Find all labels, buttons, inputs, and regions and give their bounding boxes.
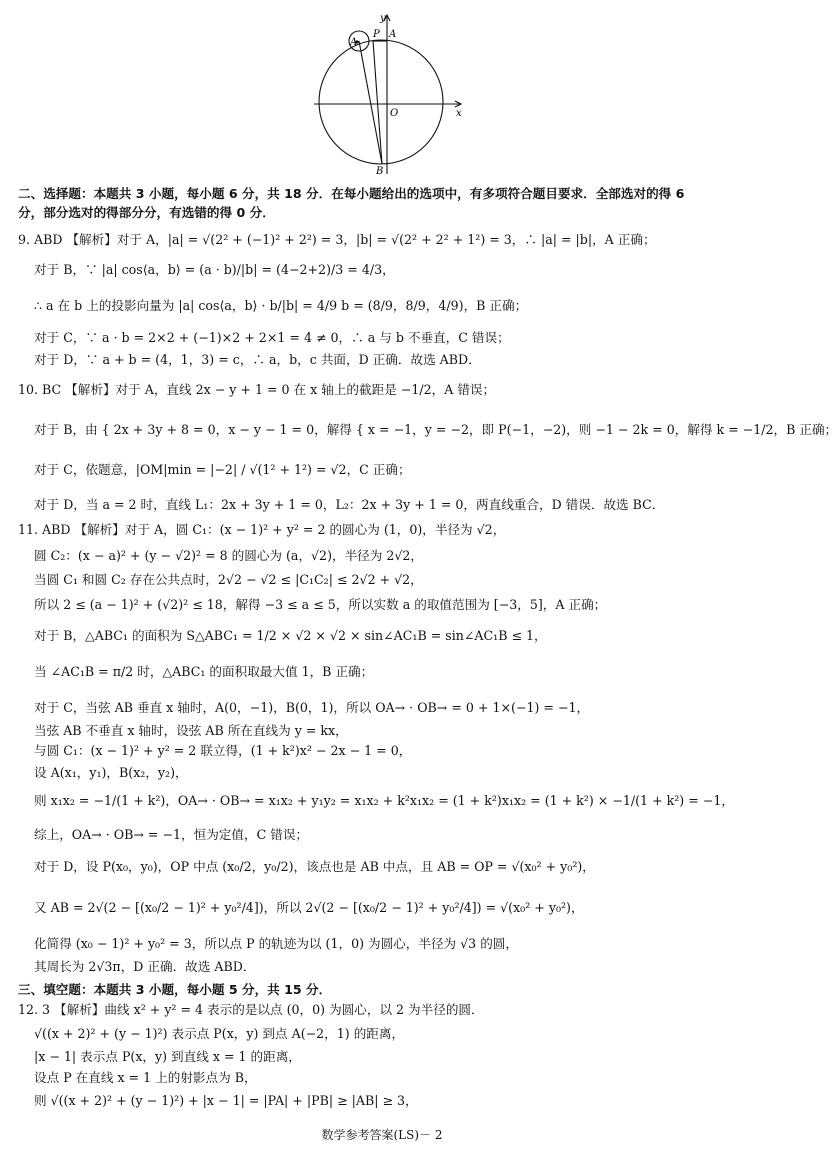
q9-line-3: ∴ a 在 b 上的投影向量为 |a| cos⟨a，b⟩ · b/|b| = 4/9 b = (8/9，8/9，4/9)，B 正确；	[34, 298, 528, 313]
q11-line-5: 对于 B，△ABC₁ 的面积为 S△ABC₁ = 1/2 × √2 × √2 × sin∠AC₁B = sin∠AC₁B ≤ 1，	[34, 628, 547, 643]
q9-line-2: 对于 B，∵ |a| cos⟨a，b⟩ = (a · b)/|b| = (4−2+2)/3 = 4/3，	[34, 262, 395, 277]
q11-line-4: 所以 2 ≤ (a − 1)² + (√2)² ≤ 18，解得 −3 ≤ a ≤ 5，所以实数 a 的取值范围为 [−3，5]，A 正确；	[34, 597, 607, 612]
label-O: O	[390, 108, 399, 119]
q11-line-13: 对于 D，设 P(x₀，y₀)，OP 中点 (x₀/2，y₀/2)，该点也是 AB 中点，且 AB = OP = √(x₀² + y₀²)，	[34, 859, 595, 874]
q9-line-1: 9. ABD 【解析】对于 A，|a| = √(2² + (−1)² + 2²) = 3，|b| = √(2² + 2² + 1²) = 3，∴ |a| = |b|，A 正确；	[18, 232, 656, 247]
q11-line-7: 对于 C，当弦 AB 垂直 x 轴时，A(0，−1)，B(0，1)，所以 OA→ · OB→ = 0 + 1×(−1) = −1，	[34, 700, 590, 715]
choice-section-header-cont: 分，部分选对的得部分分，有选错的得 0 分．	[18, 205, 275, 220]
segment-PB	[373, 41, 382, 164]
label-P: P	[373, 29, 380, 40]
q12-line-2: √((x + 2)² + (y − 1)²) 表示点 P(x，y) 到点 A(−2，1) 的距离，	[34, 1026, 405, 1041]
q11-line-14: 又 AB = 2√(2 − [(x₀/2 − 1)² + y₀²/4])，所以 2√(2 − [(x₀/2 − 1)² + y₀²/4]) = √(x₀² + y₀²)，	[34, 900, 584, 915]
q9-line-5: 对于 D，∵ a + b = (4，1，3) = c，∴ a，b，c 共面，D 正确．故选 ABD．	[34, 352, 481, 367]
q11-line-16: 其周长为 2√3π，D 正确．故选 ABD．	[34, 959, 256, 974]
label-x: x	[456, 108, 462, 119]
label-small-A: A	[350, 37, 358, 48]
q12-line-5: 则 √((x + 2)² + (y − 1)²) + |x − 1| = |PA| + |PB| ≥ |AB| ≥ 3，	[34, 1093, 418, 1108]
label-B: B	[376, 166, 384, 177]
q10-line-3: 对于 C，依题意，|OM|min = |−2| / √(1² + 1²) = √2，C 正确；	[34, 462, 411, 477]
q10-line-4: 对于 D，当 a = 2 时，直线 L₁：2x + 3y + 1 = 0，L₂：2x + 3y + 1 = 0，两直线重合，D 错误．故选 BC．	[34, 497, 665, 512]
q11-line-12: 综上，OA→ · OB→ = −1，恒为定值，C 错误；	[34, 827, 309, 842]
q11-line-3: 当圆 C₁ 和圆 C₂ 存在公共点时，2√2 − √2 ≤ |C₁C₂| ≤ 2√2 + √2，	[34, 572, 423, 587]
q11-line-8: 当弦 AB 不垂直 x 轴时，设弦 AB 所在直线为 y = kx，	[34, 723, 348, 738]
q11-line-9: 与圆 C₁：(x − 1)² + y² = 2 联立得，(1 + k²)x² − 2x − 1 = 0，	[34, 743, 412, 758]
circle-figure	[300, 4, 480, 176]
q11-line-10: 设 A(x₁，y₁)，B(x₂，y₂)，	[34, 765, 188, 780]
q11-line-11: 则 x₁x₂ = −1/(1 + k²)，OA→ · OB→ = x₁x₂ + y₁y₂ = x₁x₂ + k²x₁x₂ = (1 + k²)x₁x₂ = (1 + k²) × −1/(1 + k²) = −1，	[34, 793, 734, 808]
label-y: y	[380, 13, 386, 24]
q11-line-1: 11. ABD 【解析】对于 A，圆 C₁：(x − 1)² + y² = 2 的圆心为 (1，0)，半径为 √2，	[18, 522, 506, 537]
segment-smallA-B	[359, 41, 382, 164]
label-A: A	[389, 29, 397, 40]
fill-section-header: 三、填空题：本题共 3 小题，每小题 5 分，共 15 分．	[18, 982, 332, 997]
q10-line-1: 10. BC 【解析】对于 A，直线 2x − y + 1 = 0 在 x 轴上的截距是 −1/2，A 错误；	[18, 382, 496, 397]
q11-line-15: 化简得 (x₀ − 1)² + y₀² = 3，所以点 P 的轨迹为以 (1，0) 为圆心，半径为 √3 的圆，	[34, 936, 518, 951]
q12-line-4: 设点 P 在直线 x = 1 上的射影点为 B，	[34, 1070, 257, 1085]
q9-line-4: 对于 C，∵ a · b = 2×2 + (−1)×2 + 2×1 = 4 ≠ 0，∴ a 与 b 不垂直，C 错误；	[34, 330, 510, 345]
q11-line-6: 当 ∠AC₁B = π/2 时，△ABC₁ 的面积取最大值 1，B 正确；	[34, 664, 374, 679]
q12-line-3: |x − 1| 表示点 P(x，y) 到直线 x = 1 的距离，	[34, 1049, 301, 1064]
page-footer: 数学参考答案(LS)－ 2	[321, 1128, 443, 1142]
q10-line-2: 对于 B，由 { 2x + 3y + 8 = 0，x − y − 1 = 0，解得 { x = −1，y = −2，即 P(−1，−2)，则 −1 − 2k = 0，解得 k = −1/2，B 正确；	[34, 422, 837, 437]
q11-line-2: 圆 C₂：(x − a)² + (y − √2)² = 8 的圆心为 (a，√2)，半径为 2√2，	[34, 548, 424, 563]
choice-section-header: 二、选择题：本题共 3 小题，每小题 6 分，共 18 分．在每小题给出的选项中，有多项符合题目要求．全部选对的得 6	[18, 186, 685, 201]
q12-line-1: 12. 3 【解析】曲线 x² + y² = 4 表示的是以点 (0，0) 为圆心，以 2 为半径的圆．	[18, 1002, 484, 1017]
